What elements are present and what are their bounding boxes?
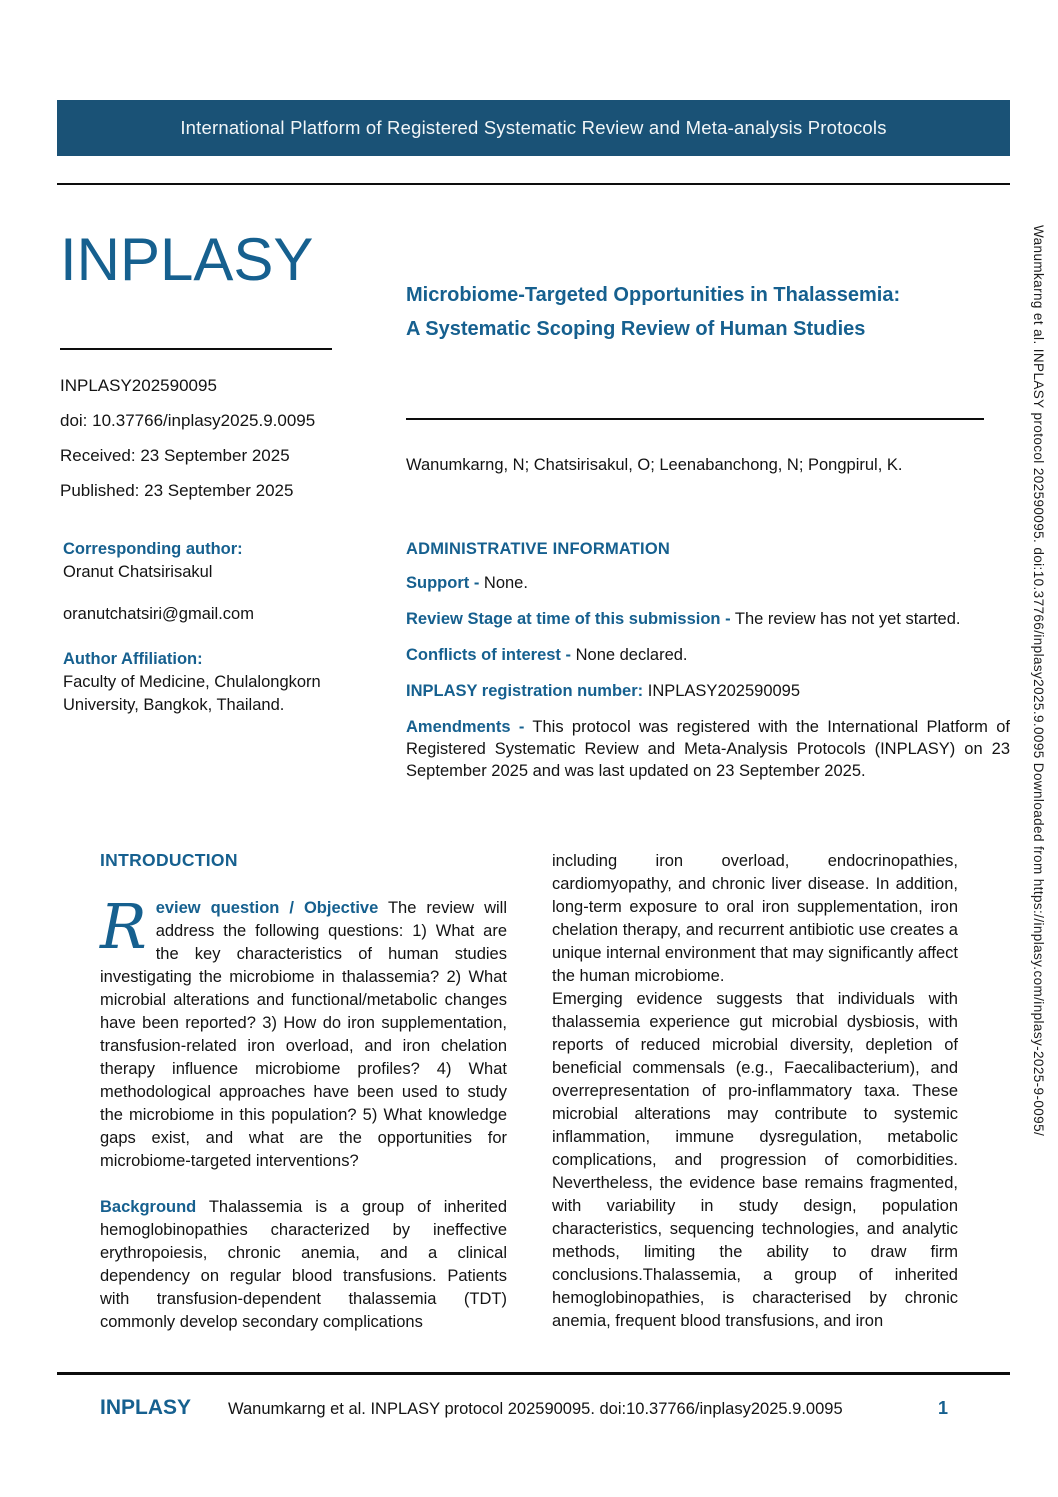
review-question-text: The review will address the following questions: 1) What are the key characteristics of human studies investigating the microbiome in thalassemia? 2) What microbial alterations and functional/metabolic changes have been reported? 3) How do iron supplementation, transfusion-related iron overload, and iron chelation therapy influence microbiome profiles? 4) What methodological approaches have been used to study the microbiome in this population? 5) What knowledge gaps exist, and what are the opportunities for microbiome-targeted interventions? — [100, 899, 507, 1170]
authors-line: Wanumkarng, N; Chatsirisakul, O; Leenabanchong, N; Pongpirul, K. — [406, 456, 903, 474]
title-divider — [406, 418, 984, 420]
author-affiliation-text: Faculty of Medicine, Chulalongkorn University, Bangkok, Thailand. — [63, 673, 321, 714]
logo-underline — [60, 348, 332, 350]
review-question-label: eview question / Objective — [155, 899, 379, 917]
admin-item-support — [406, 572, 1010, 594]
registration-id: INPLASY202590095 — [60, 376, 217, 395]
admin-item-conflicts-value: None declared. — [571, 646, 688, 664]
footer-citation: Wanumkarng et al. INPLASY protocol 202590095. doi:10.37766/inplasy2025.9.0095 — [228, 1400, 843, 1418]
admin-item-review-stage-label: Review Stage at time of this submission - — [406, 610, 731, 628]
masthead-right — [406, 278, 984, 475]
admin-item-support-value: None. — [479, 574, 528, 592]
admin-item-amendments — [406, 716, 1010, 782]
admin-item-amendments-label: Amendments - — [406, 718, 525, 736]
admin-item-amendments-value: This protocol was registered with the International Platform of Registered Systematic Review and Meta-Analysis Protocols (INPLASY) on 23 September 2025 and was last updated on 23 September 2025. — [406, 718, 1010, 780]
doi-line: doi: 10.37766/inplasy2025.9.0095 — [60, 411, 316, 430]
intro-right-paragraph-1: including iron overload, endocrinopathies, cardiomyopathy, and chronic liver disease. In addition, long-term exposure to oral iron supplementation, iron chelation therapy, and recurrent antibiotic use creates a unique internal environment that may significantly affect the human microbiome. — [552, 852, 959, 985]
corresponding-author-name: Oranut Chatsirisakul — [63, 563, 213, 581]
footer-inplasy-logo: INPLASY — [100, 1396, 192, 1419]
admin-item-conflicts-label: Conflicts of interest - — [406, 646, 572, 664]
introduction-heading: INTRODUCTION — [100, 850, 238, 870]
introduction-left-column — [100, 850, 507, 1334]
received-line: Received: 23 September 2025 — [60, 446, 290, 465]
masthead-left — [60, 226, 352, 516]
footer-rule — [57, 1372, 1010, 1375]
admin-item-registration-number-label: INPLASY registration number: — [406, 682, 644, 700]
admin-item-review-stage — [406, 608, 1010, 630]
admin-item-conflicts — [406, 644, 1010, 666]
footer — [57, 1396, 1010, 1420]
background-label: Background — [100, 1198, 197, 1216]
sidebar-vertical-citation: Wanumkarng et al. INPLASY protocol 202590095. doi:10.37766/inplasy2025.9.0095 Downloaded from https://inplasy.com/inplasy-2025-9-0095/ — [1031, 225, 1046, 1137]
review-question-paragraph — [100, 890, 507, 1173]
admin-item-review-stage-value: The review has not yet started. — [730, 610, 961, 628]
inplasy-logo: INPLASY — [60, 226, 314, 293]
admin-item-registration-number-value: INPLASY202590095 — [643, 682, 801, 700]
platform-banner — [57, 100, 1010, 156]
author-email: oranutchatsiri@gmail.com — [63, 605, 254, 623]
drop-cap: R — [100, 890, 147, 963]
intro-right-paragraph-2: Emerging evidence suggests that individuals with thalassemia experience gut microbial dysbiosis, with reports of reduced microbial diversity, depletion of beneficial commensals (e.g., Faecalibacterium), and overrepresentation of pro-inflammatory taxa. These microbial alterations may contribute to systemic inflammation, immune dysregulation, metabolic complications, and progression of comorbidities. Nevertheless, the evidence base remains fragmented, with variability in study design, population characteristics, sequencing technologies, and analytic methods, limiting the ability to draw firm conclusions.Thalassemia, a group of inherited hemoglobinopathies, is characterised by chronic anemia, frequent blood transfusions, and iron — [552, 990, 958, 1330]
admin-item-registration-number — [406, 680, 1010, 702]
background-paragraph — [100, 1196, 507, 1334]
admin-heading: ADMINISTRATIVE INFORMATION — [406, 540, 670, 558]
footer-page-number: 1 — [937, 1398, 948, 1418]
administrative-information — [406, 538, 1010, 796]
header-rule — [57, 183, 1010, 185]
article-title-line-2: A Systematic Scoping Review of Human Studies — [406, 318, 866, 340]
published-line: Published: 23 September 2025 — [60, 481, 294, 500]
article-title — [406, 278, 984, 346]
corresponding-author-label: Corresponding author: — [63, 540, 243, 558]
introduction-right-column — [552, 850, 958, 1334]
corresponding-author-block — [63, 538, 371, 717]
registration-meta — [60, 376, 352, 501]
platform-banner-text: International Platform of Registered Systematic Review and Meta-analysis Protocols — [180, 117, 887, 138]
admin-item-support-label: Support - — [406, 574, 480, 592]
article-title-line-1: Microbiome-Targeted Opportunities in Thalassemia: — [406, 284, 901, 306]
background-text: Thalassemia is a group of inherited hemoglobinopathies characterized by ineffective erythropoiesis, chronic anemia, and a clinical dependency on regular blood transfusions. Patients with transfusion-dependent thalassemia (TDT) commonly develop secondary complications — [100, 1198, 507, 1331]
introduction-section — [100, 850, 958, 1334]
author-affiliation-label: Author Affiliation: — [63, 650, 203, 668]
